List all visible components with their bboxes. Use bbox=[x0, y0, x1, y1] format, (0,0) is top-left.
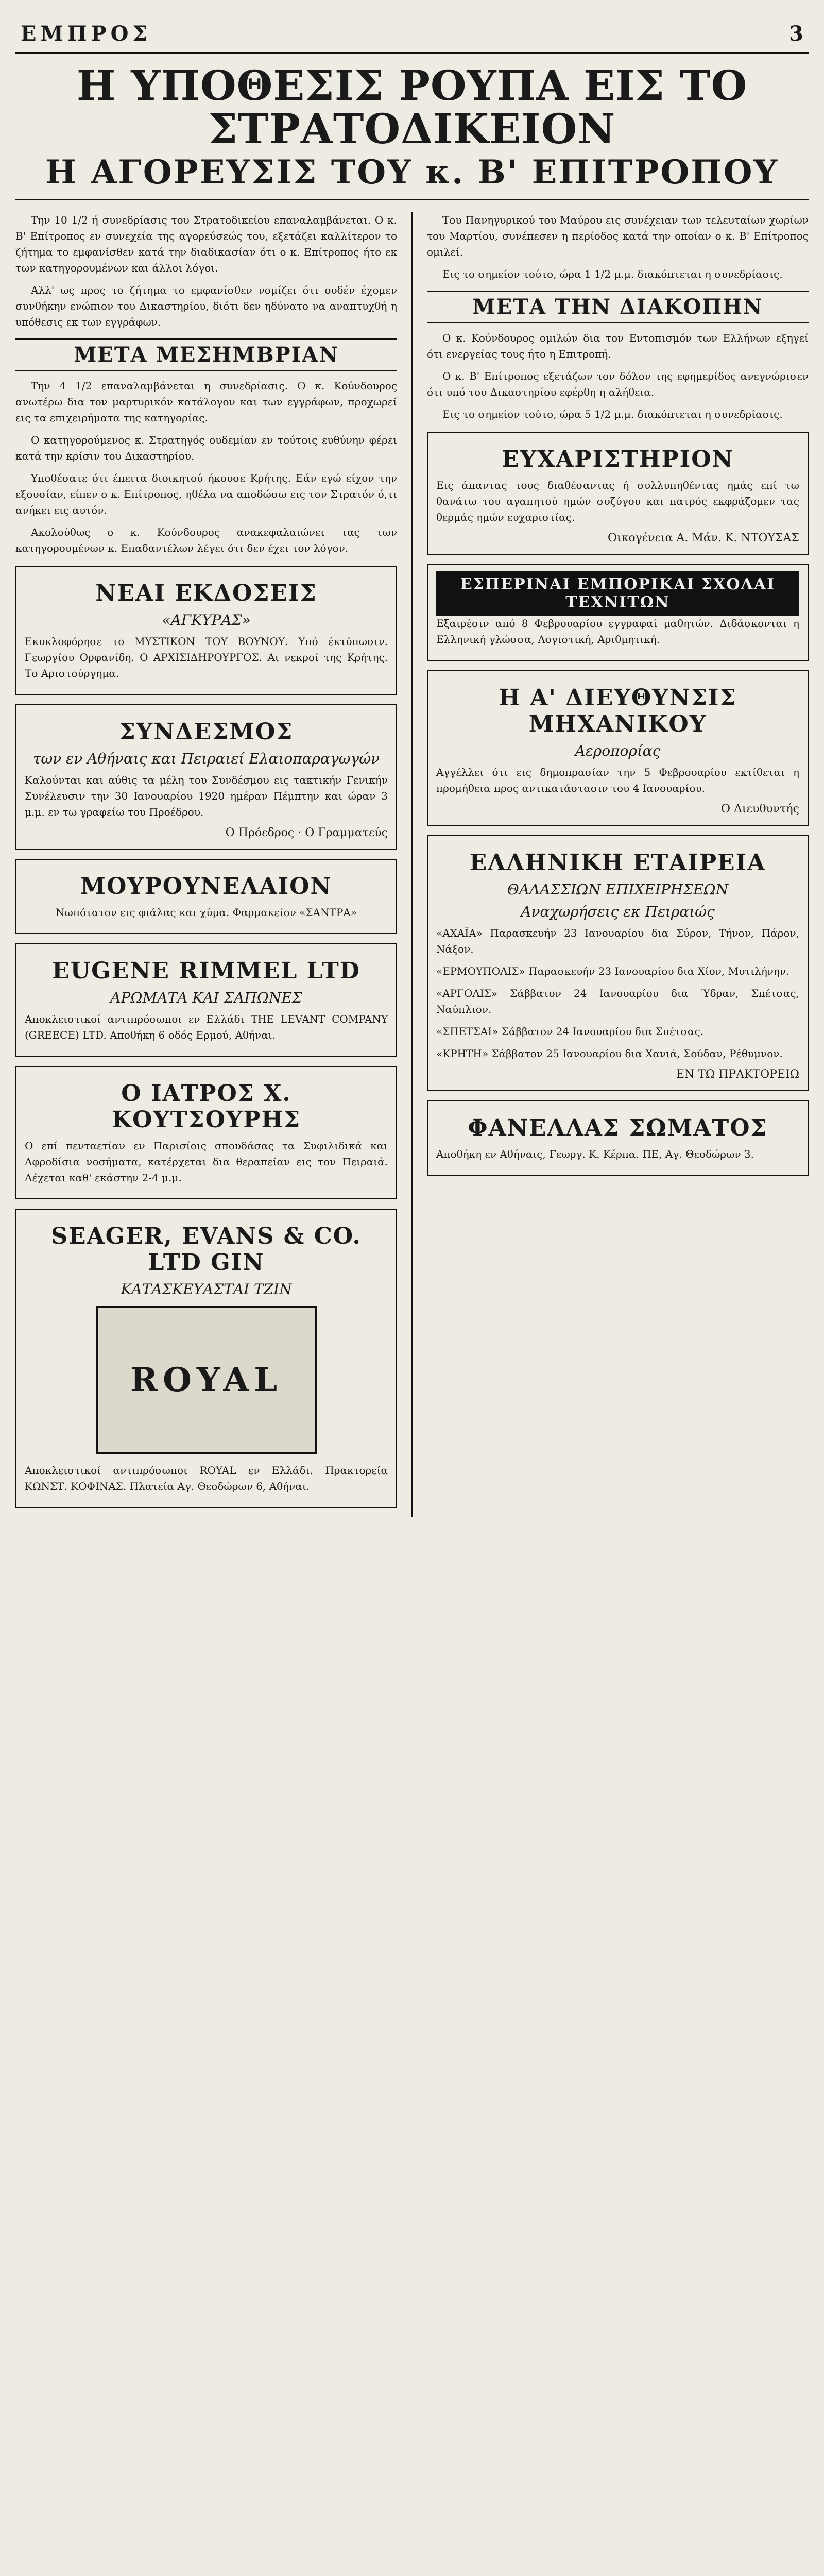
ad-banner: ΕΣΠΕΡΙΝΑΙ ΕΜΠΟΡΙΚΑΙ ΣΧΟΛΑΙ ΤΕΧΝΙΤΩΝ bbox=[436, 571, 799, 616]
ad-text: Καλούνται και αύθις τα μέλη του Συνδέσμου εις τακτικήν Γενικήν Συνέλευσιν την 30 Ιανουαρίου 1920 ημέραν Πέμπτην και ώραν 3 μ.μ. εν τω γραφείω του Προέδρου. bbox=[25, 773, 388, 818]
ad-title: ΜΟΥΡΟΥΝΕΛΑΙΟΝ bbox=[80, 873, 332, 900]
ad-greek-company bbox=[427, 835, 809, 1091]
ad-text: Ο επί πενταετίαν εν Παρισίοις σπουδάσας τα Συφιλιδικά και Αφροδίσια νοσήματα, κατέρχεται δια θεραπείαν εις τον Πειραιά. Δέχεται καθ' εκάστην 2-4 μ.μ. bbox=[25, 1139, 388, 1184]
ad-directorate bbox=[427, 670, 809, 826]
paragraph: Ακολούθως ο κ. Κούνδουρος ανακεφαλαιώνει τας των κατηγορουμένων κ. Επαδαντέλων λέγει ότι δεν έχει τον λόγον. bbox=[15, 526, 398, 554]
list-item: «ΕΡΜΟΥΠΟΛΙΣ» Παρασκευήν 23 Ιανουαρίου δια Χίον, Μυτιλήνην. bbox=[436, 964, 789, 977]
ad-title: ΕΛΛΗΝΙΚΗ ΕΤΑΙΡΕΙΑ bbox=[469, 849, 766, 876]
paragraph: Ο κατηγορούμενος κ. Στρατηγός ουδεμίαν εν τούτοις ευθύνην φέρει κατά την κρίσιν του Δικαστηρίου. bbox=[15, 433, 398, 462]
ad-text: Αγγέλλει ότι εις δημοπρασίαν την 5 Φεβρουαρίου εκτίθεται η προμήθεια προς αντικατάστασιν του 4 Ιανουαρίου. bbox=[436, 766, 799, 794]
paragraph: Εις το σημείον τούτο, ώρα 5 1/2 μ.μ. διακόπτεται η συνεδρίασις. bbox=[442, 408, 783, 420]
ad-title: Ο ΙΑΤΡΟΣ Χ. ΚΟΥΤΣΟΥΡΗΣ bbox=[111, 1080, 301, 1133]
list-item: «ΚΡΗΤΗ» Σάββατον 25 Ιανουαρίου δια Χανιά, Σούδαν, Ρέθυμνον. bbox=[436, 1047, 783, 1060]
list-item: «ΑΧΑΪΑ» Παρασκευήν 23 Ιανουαρίου δια Σύρον, Τήνον, Πάρον, Νάξον. bbox=[436, 926, 799, 955]
royal-logo: ROYAL bbox=[96, 1306, 317, 1454]
headline bbox=[15, 54, 809, 200]
paragraph: Του Πανηγυρικού του Μαύρου εις συνέχειαν των τελευταίων χωρίων του Μαρτίου, συνέπεσεν η περίοδος κατά την οποίαν ο κ. Β' Επίτροπος ομιλεί. bbox=[426, 213, 809, 258]
paragraph: Την 10 1/2 ή συνεδρίασις του Στρατοδικείου επαναλαμβάνεται. Ο κ. Β' Επίτροπος εν συνεχεία της αγορεύσεώς του, εξετάζει καλλίτερον το ζήτημα το εμφανίσθεν κατά την διαδικασίαν ότι ο κ. Επίτροπος ήτο εκ των κατηγορουμένων και άλλοι λόγοι. bbox=[15, 213, 398, 274]
paragraph: Ο κ. Β' Επίτροπος εξετάζων τον δόλον της εφημερίδος ανεγνώρισεν ότι υπό του Δικαστηρίου εφέρθη η αλήθεια. bbox=[426, 369, 809, 398]
signature: Ο Διευθυντής bbox=[721, 802, 799, 816]
ad-title: ΕΥΧΑΡΙΣΤΗΡΙΟΝ bbox=[502, 446, 734, 472]
section-title: ΜΕΤΑ ΜΕΣΗΜΒΡΙΑΝ bbox=[15, 338, 397, 371]
list-item: «ΣΠΕΤΣΑΙ» Σάββατον 24 Ιανουαρίου δια Σπέτσας. bbox=[436, 1025, 704, 1038]
headline-line2: Η ΑΓΟΡΕΥΣΙΣ ΤΟΥ κ. Β' ΕΠΙΤΡΟΠΟΥ bbox=[45, 153, 779, 192]
ad-subtitle: Αεροπορίας bbox=[575, 742, 661, 759]
ad-title: Η Α' ΔΙΕΥΘΥΝΣΙΣ ΜΗΧΑΝΙΚΟΥ bbox=[499, 684, 737, 737]
ad-subtitle: ΚΑΤΑΣΚΕΥΑΣΤΑΙ ΤΖΙΝ bbox=[121, 1280, 292, 1298]
ad-text: Αποθήκη εν Αθήναις, Γεωργ. Κ. Κέρπα. ΠΕ, Αγ. Θεοδώρων 3. bbox=[436, 1147, 754, 1160]
ad-thanks bbox=[427, 432, 809, 555]
ad-mour bbox=[15, 859, 397, 934]
section-title: ΜΕΤΑ ΤΗΝ ΔΙΑΚΟΠΗΝ bbox=[427, 291, 809, 323]
ad-flannel bbox=[427, 1100, 809, 1176]
ad-text: Αποκλειστικοί αντιπρόσωποι ROYAL εν Ελλάδι. Πρακτορεία ΚΩΝΣΤ. ΚΟΦΙΝΑΣ. Πλατεία Αγ. Θεοδώρων 6, Αθήναι. bbox=[25, 1464, 388, 1493]
ad-news bbox=[15, 566, 397, 695]
ad-heading: Αναχωρήσεις εκ Πειραιώς bbox=[521, 903, 715, 920]
ad-text: Εξαιρέσιν από 8 Φεβρουαρίου εγγραφαί μαθητών. Διδάσκονται η Ελληνική γλώσσα, Λογιστική, Αριθμητική. bbox=[436, 617, 799, 646]
paragraph: Ο κ. Κούνδουρος ομιλών δια τον Εντοπισμόν των Ελλήνων εξηγεί ότι ενεργείας τους ήτο η Επιτροπή. bbox=[426, 331, 809, 360]
ad-title: EUGENE RIMMEL LTD bbox=[52, 957, 360, 984]
ad-seager bbox=[15, 1209, 397, 1508]
newspaper-page bbox=[15, 15, 809, 2576]
paragraph: Υποθέσατε ότι έπειτα διοικητού ήκουσε Κρήτης. Εάν εγώ είχον την εξουσίαν, είπεν ο κ. Επίτροπος, ηθέλα να αποδώσω εις τον Στρατόν ό,τι ανήκει εις αυτόν. bbox=[15, 471, 398, 516]
ad-title: ΣΥΝΔΕΣΜΟΣ bbox=[119, 718, 294, 745]
paragraph: Εις το σημείον τούτο, ώρα 1 1/2 μ.μ. διακόπτεται η συνεδρίασις. bbox=[442, 267, 783, 280]
paragraph: Την 4 1/2 επαναλαμβάνεται η συνεδρίασις. Ο κ. Κούνδουρος ανωτέρω δια τον μαρτυρικόν κατάλογον και των εγγράφων, προχωρεί εις τα επιχειρήματα της κατηγορίας. bbox=[15, 379, 398, 424]
headline-line1: Η ΥΠΟΘΕΣΙΣ ΡΟΥΠΑ ΕΙΣ ΤΟ ΣΤΡΑΤΟΔΙΚΕΙΟΝ bbox=[76, 61, 748, 153]
ad-subtitle: «ΑΓΚΥΡΑΣ» bbox=[162, 611, 251, 629]
page-number: 3 bbox=[789, 21, 803, 46]
ad-subtitle: ΘΑΛΑΣΣΙΩΝ ΕΠΙΧΕΙΡΗΣΕΩΝ bbox=[507, 880, 729, 898]
newspaper-name: ΕΜΠΡΟΣ bbox=[21, 21, 151, 46]
signature: Οικογένεια Α. Μάν. Κ. ΝΤΟΥΣΑΣ bbox=[608, 531, 799, 545]
signature: Ο Πρόεδρος · Ο Γραμματεύς bbox=[225, 826, 388, 839]
signature: ΕΝ ΤΩ ΠΡΑΚΤΟΡΕΙΩ bbox=[676, 1067, 799, 1081]
left-column bbox=[15, 212, 397, 1517]
ad-text: Νωπότατον εις φιάλας και χύμα. Φαρμακείον «ΣΑΝΤΡΑ» bbox=[56, 906, 357, 919]
ad-title: ΦΑΝΕΛΛΑΣ ΣΩΜΑΤΟΣ bbox=[468, 1114, 768, 1141]
paragraph: Αλλ' ως προς το ζήτημα το εμφανίσθεν νομίζει ότι ουδέν έχομεν συνθήκην ενώπιον του Δικαστηρίου, διότι δεν ηδύνατο να αναπτυχθή η υπόθεσις εκ των εγγράφων. bbox=[15, 283, 398, 328]
ad-union bbox=[15, 704, 397, 850]
ad-title: ΝΕΑΙ ΕΚΔΟΣΕΙΣ bbox=[95, 580, 317, 606]
ad-doctor bbox=[15, 1066, 397, 1199]
ad-subtitle: ΑΡΩΜΑΤΑ ΚΑΙ ΣΑΠΩΝΕΣ bbox=[110, 989, 302, 1006]
ad-text: Εκυκλοφόρησε το ΜΥΣΤΙΚΟΝ ΤΟΥ ΒΟΥΝΟΥ. Υπό έκτύπωσιν. Γεωργίου Ορφανίδη. Ο ΑΡΧΙΣΙΔΗΡΟΥΡΓΟΣ. Αι νεκροί της Κρήτης. Το Αριστούργημα. bbox=[25, 635, 388, 680]
ad-title: SEAGER, EVANS & CO. LTD GIN bbox=[51, 1223, 362, 1276]
ad-eugene bbox=[15, 943, 397, 1057]
column-rule bbox=[411, 212, 413, 1517]
ad-text: Εις άπαντας τους διαθέσαντας ή συλλυπηθέντας ημάς επί τω θανάτω του αγαπητού ημών συζύγου και πατρός εκφράζομεν τας θερμάς ημών ευχαριστίας. bbox=[436, 479, 799, 523]
masthead bbox=[15, 15, 809, 54]
ad-subtitle: των εν Αθήναις και Πειραιεί Ελαιοπαραγωγών bbox=[32, 750, 380, 767]
ad-evening-schools bbox=[427, 564, 809, 661]
right-column bbox=[427, 212, 809, 1517]
list-item: «ΑΡΓΟΛΙΣ» Σάββατον 24 Ιανουαρίου δια Ύδραν, Σπέτσας, Ναύπλιον. bbox=[436, 987, 799, 1015]
article-columns bbox=[15, 212, 809, 1517]
ad-text: Αποκλειστικοί αντιπρόσωποι εν Ελλάδι THE LEVANT COMPANY (GREECE) LTD. Αποθήκη 6 οδός Ερμού, Αθήναι. bbox=[25, 1012, 388, 1041]
